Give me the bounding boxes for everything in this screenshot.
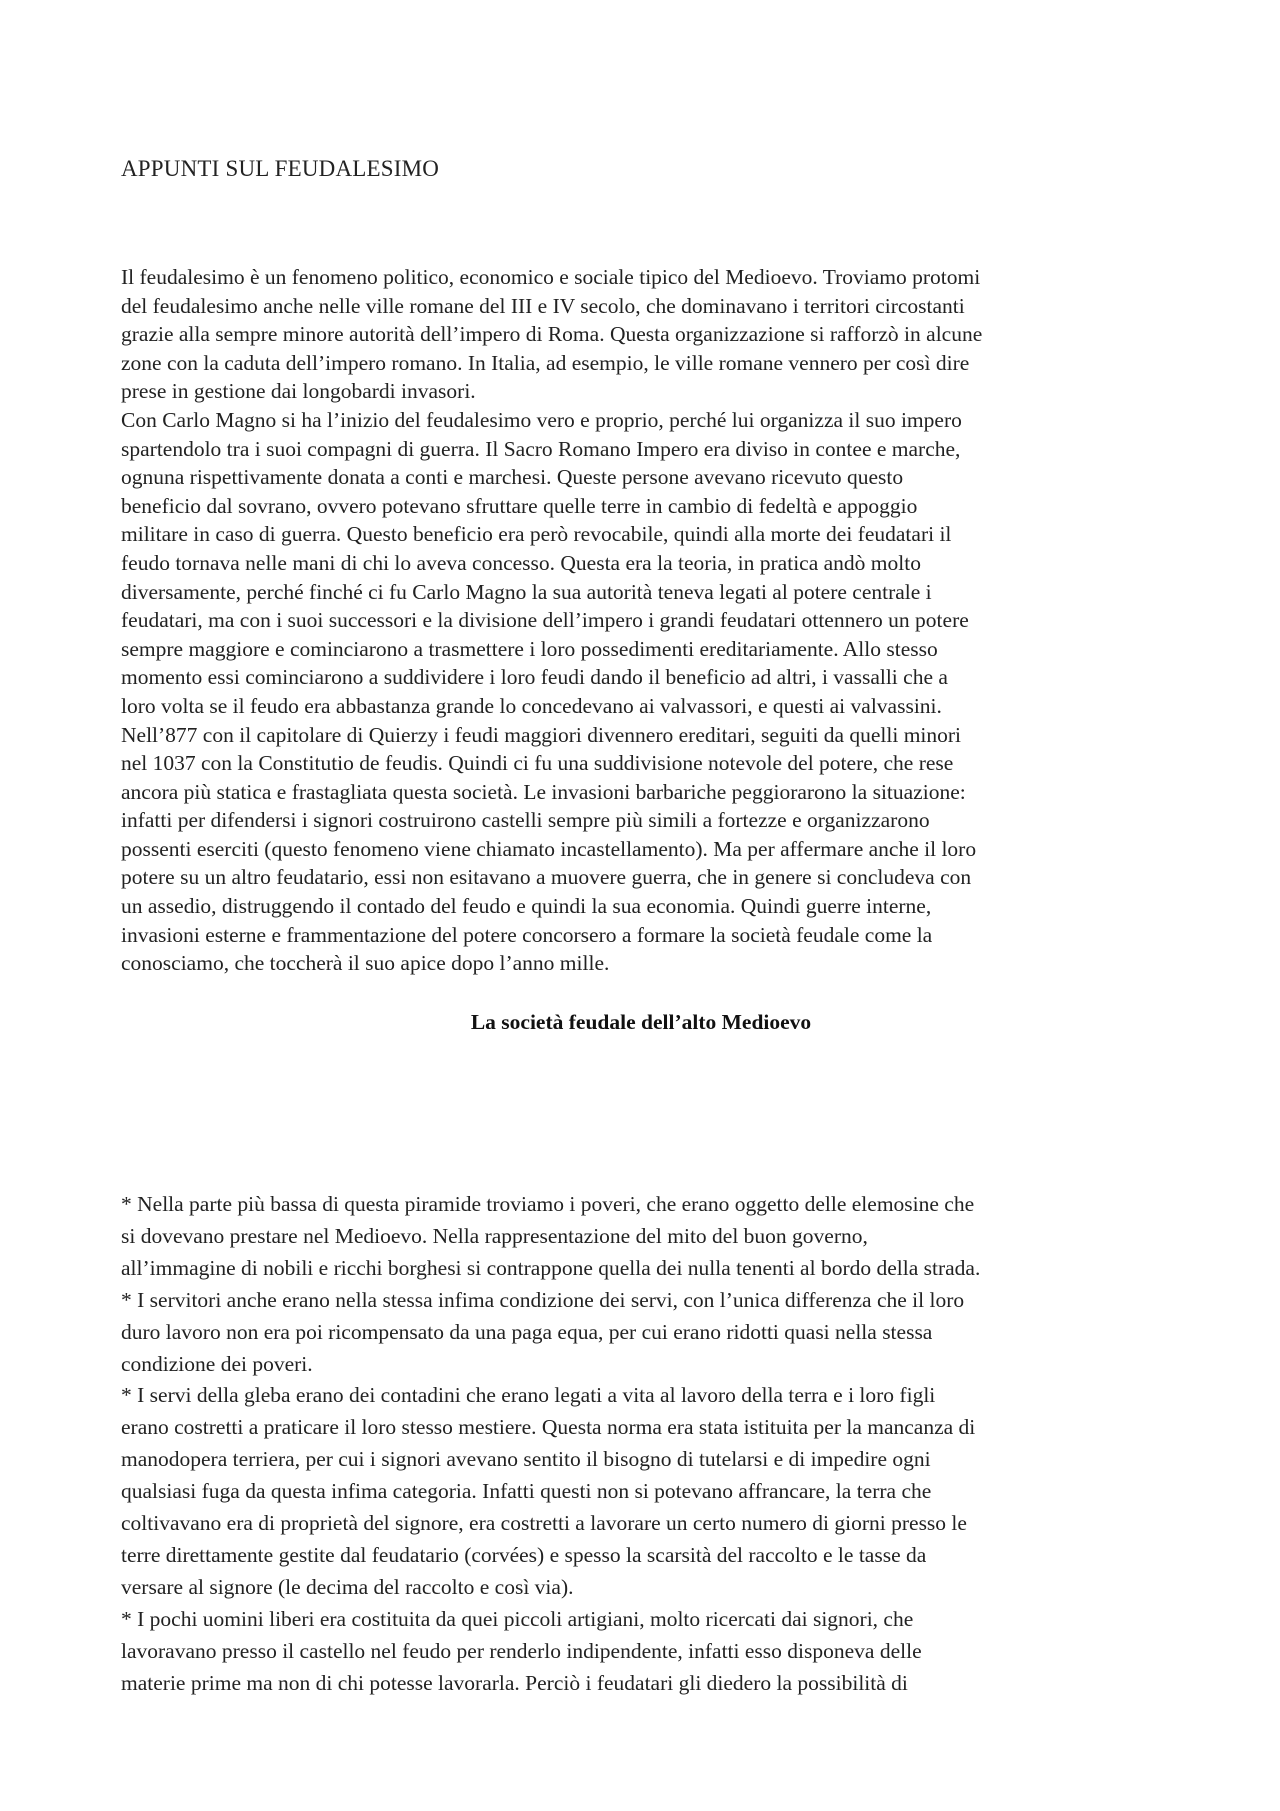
list-line: lavoravano presso il castello nel feudo per renderlo indipendente, infatti esso disponeva delle: [121, 1638, 922, 1663]
society-list: [121, 1189, 1161, 1700]
text-line: conosciamo, che toccherà il suo apice dopo l’anno mille.: [121, 951, 610, 976]
text-line: ognuna rispettivamente donata a conti e marchesi. Queste persone avevano ricevuto questo: [121, 465, 904, 490]
text-line: del feudalesimo anche nelle ville romane del III e IV secolo, che dominavano i territori circostanti: [121, 293, 965, 318]
list-line: * Nella parte più bassa di questa piramide troviamo i poveri, che erano oggetto delle elemosine che: [121, 1192, 975, 1216]
list-line: coltivavano era di proprietà del signore, era costretti a lavorare un certo numero di giorni presso le: [121, 1511, 967, 1536]
text-line: grazie alla sempre minore autorità dell’impero di Roma. Questa organizzazione si rafforzò in alcune: [121, 322, 983, 347]
text-line: momento essi cominciarono a suddividere i loro feudi dando il beneficio ad altri, i vassalli che a: [121, 665, 948, 690]
list-line: qualsiasi fuga da questa infima categoria. Infatti questi non si potevano affrancare, la terra che: [121, 1479, 932, 1504]
text-line: diversamente, perché finché ci fu Carlo Magno la sua autorità teneva legati al potere centrale i: [121, 579, 932, 604]
list-line: versare al signore (le decima del raccolto e così via).: [121, 1574, 574, 1599]
text-line: feudo tornava nelle mani di chi lo aveva concesso. Questa era la teoria, in pratica andò molto: [121, 550, 921, 575]
text-line: ancora più statica e frastagliata questa società. Le invasioni barbariche peggiorarono la situazione:: [121, 779, 966, 804]
list-line: condizione dei poveri.: [121, 1351, 313, 1376]
list-line: erano costretti a praticare il loro stesso mestiere. Questa norma era stata istituita per la mancanza di: [121, 1415, 976, 1440]
list-line: * I pochi uomini liberi era costituita da quei piccoli artigiani, molto ricercati dai signori, che: [121, 1606, 914, 1631]
list-line: materie prime ma non di chi potesse lavorarla. Perciò i feudatari gli diedero la possibilità di: [121, 1670, 908, 1695]
text-line: zone con la caduta dell’impero romano. In Italia, ad esempio, le ville romane vennero per così dire: [121, 350, 970, 375]
text-line: possenti eserciti (questo fenomeno viene chiamato incastellamento). Ma per affermare anche il loro: [121, 836, 977, 861]
list-line: all’immagine di nobili e ricchi borghesi si contrappone quella dei nulla tenenti al bordo della strada.: [121, 1255, 981, 1280]
text-line: militare in caso di guerra. Questo beneficio era però revocabile, quindi alla morte dei feudatari il: [121, 522, 952, 547]
text-line: prese in gestione dai longobardi invasori.: [121, 379, 476, 404]
text-line: beneficio dal sovrano, ovvero potevano sfruttare quelle terre in cambio di fedeltà e appoggio: [121, 493, 918, 518]
text-line: Con Carlo Magno si ha l’inizio del feudalesimo vero e proprio, perché lui organizza il suo impero: [121, 407, 962, 432]
list-line: * I servitori anche erano nella stessa infima condizione dei servi, con l’unica differenza che il loro: [121, 1287, 965, 1312]
section-heading: La società feudale dell’alto Medioevo: [470, 1010, 812, 1034]
text-line: un assedio, distruggendo il contado del feudo e quindi la sua economia. Quindi guerre interne,: [121, 894, 932, 919]
list-line: terre direttamente gestite dal feudatario (corvées) e spesso la scarsità del raccolto e le tasse da: [121, 1542, 927, 1567]
list-line: manodopera terriera, per cui i signori avevano sentito il bisogno di tutelarsi e di impedire ogni: [121, 1447, 931, 1472]
list-line: si dovevano prestare nel Medioevo. Nella rappresentazione del mito del buon governo,: [121, 1223, 868, 1248]
text-line: invasioni esterne e frammentazione del potere concorsero a formare la società feudale come la: [121, 922, 933, 947]
text-line: Nell’877 con il capitolare di Quierzy i feudi maggiori divennero ereditari, seguiti da quelli minori: [121, 722, 962, 747]
text-line: loro volta se il feudo era abbastanza grande lo concedevano ai valvassori, e questi ai valvassini.: [121, 693, 942, 718]
text-line: infatti per difendersi i signori costruirono castelli sempre più simili a fortezze e organizzarono: [121, 808, 930, 833]
text-line: spartendolo tra i suoi compagni di guerra. Il Sacro Romano Impero era diviso in contee e marche,: [121, 436, 961, 461]
text-line: Il feudalesimo è un fenomeno politico, economico e sociale tipico del Medioevo. Troviamo protomi: [121, 265, 981, 289]
text-line: feudatari, ma con i suoi successori e la divisione dell’impero i grandi feudatari ottennero un potere: [121, 608, 969, 633]
intro-text: [121, 263, 1161, 978]
list-line: * I servi della gleba erano dei contadini che erano legati a vita al lavoro della terra e i loro figli: [121, 1383, 936, 1408]
document-title: APPUNTI SUL FEUDALESIMO: [121, 156, 440, 181]
text-line: nel 1037 con la Constitutio de feudis. Quindi ci fu una suddivisione notevole del potere, che rese: [121, 751, 954, 776]
text-line: sempre maggiore e cominciarono a trasmettere i loro possedimenti ereditariamente. Allo stesso: [121, 636, 938, 661]
list-line: duro lavoro non era poi ricompensato da una paga equa, per cui erano ridotti quasi nella stessa: [121, 1319, 933, 1344]
text-line: potere su un altro feudatario, essi non esitavano a muovere guerra, che in genere si concludeva con: [121, 865, 972, 890]
